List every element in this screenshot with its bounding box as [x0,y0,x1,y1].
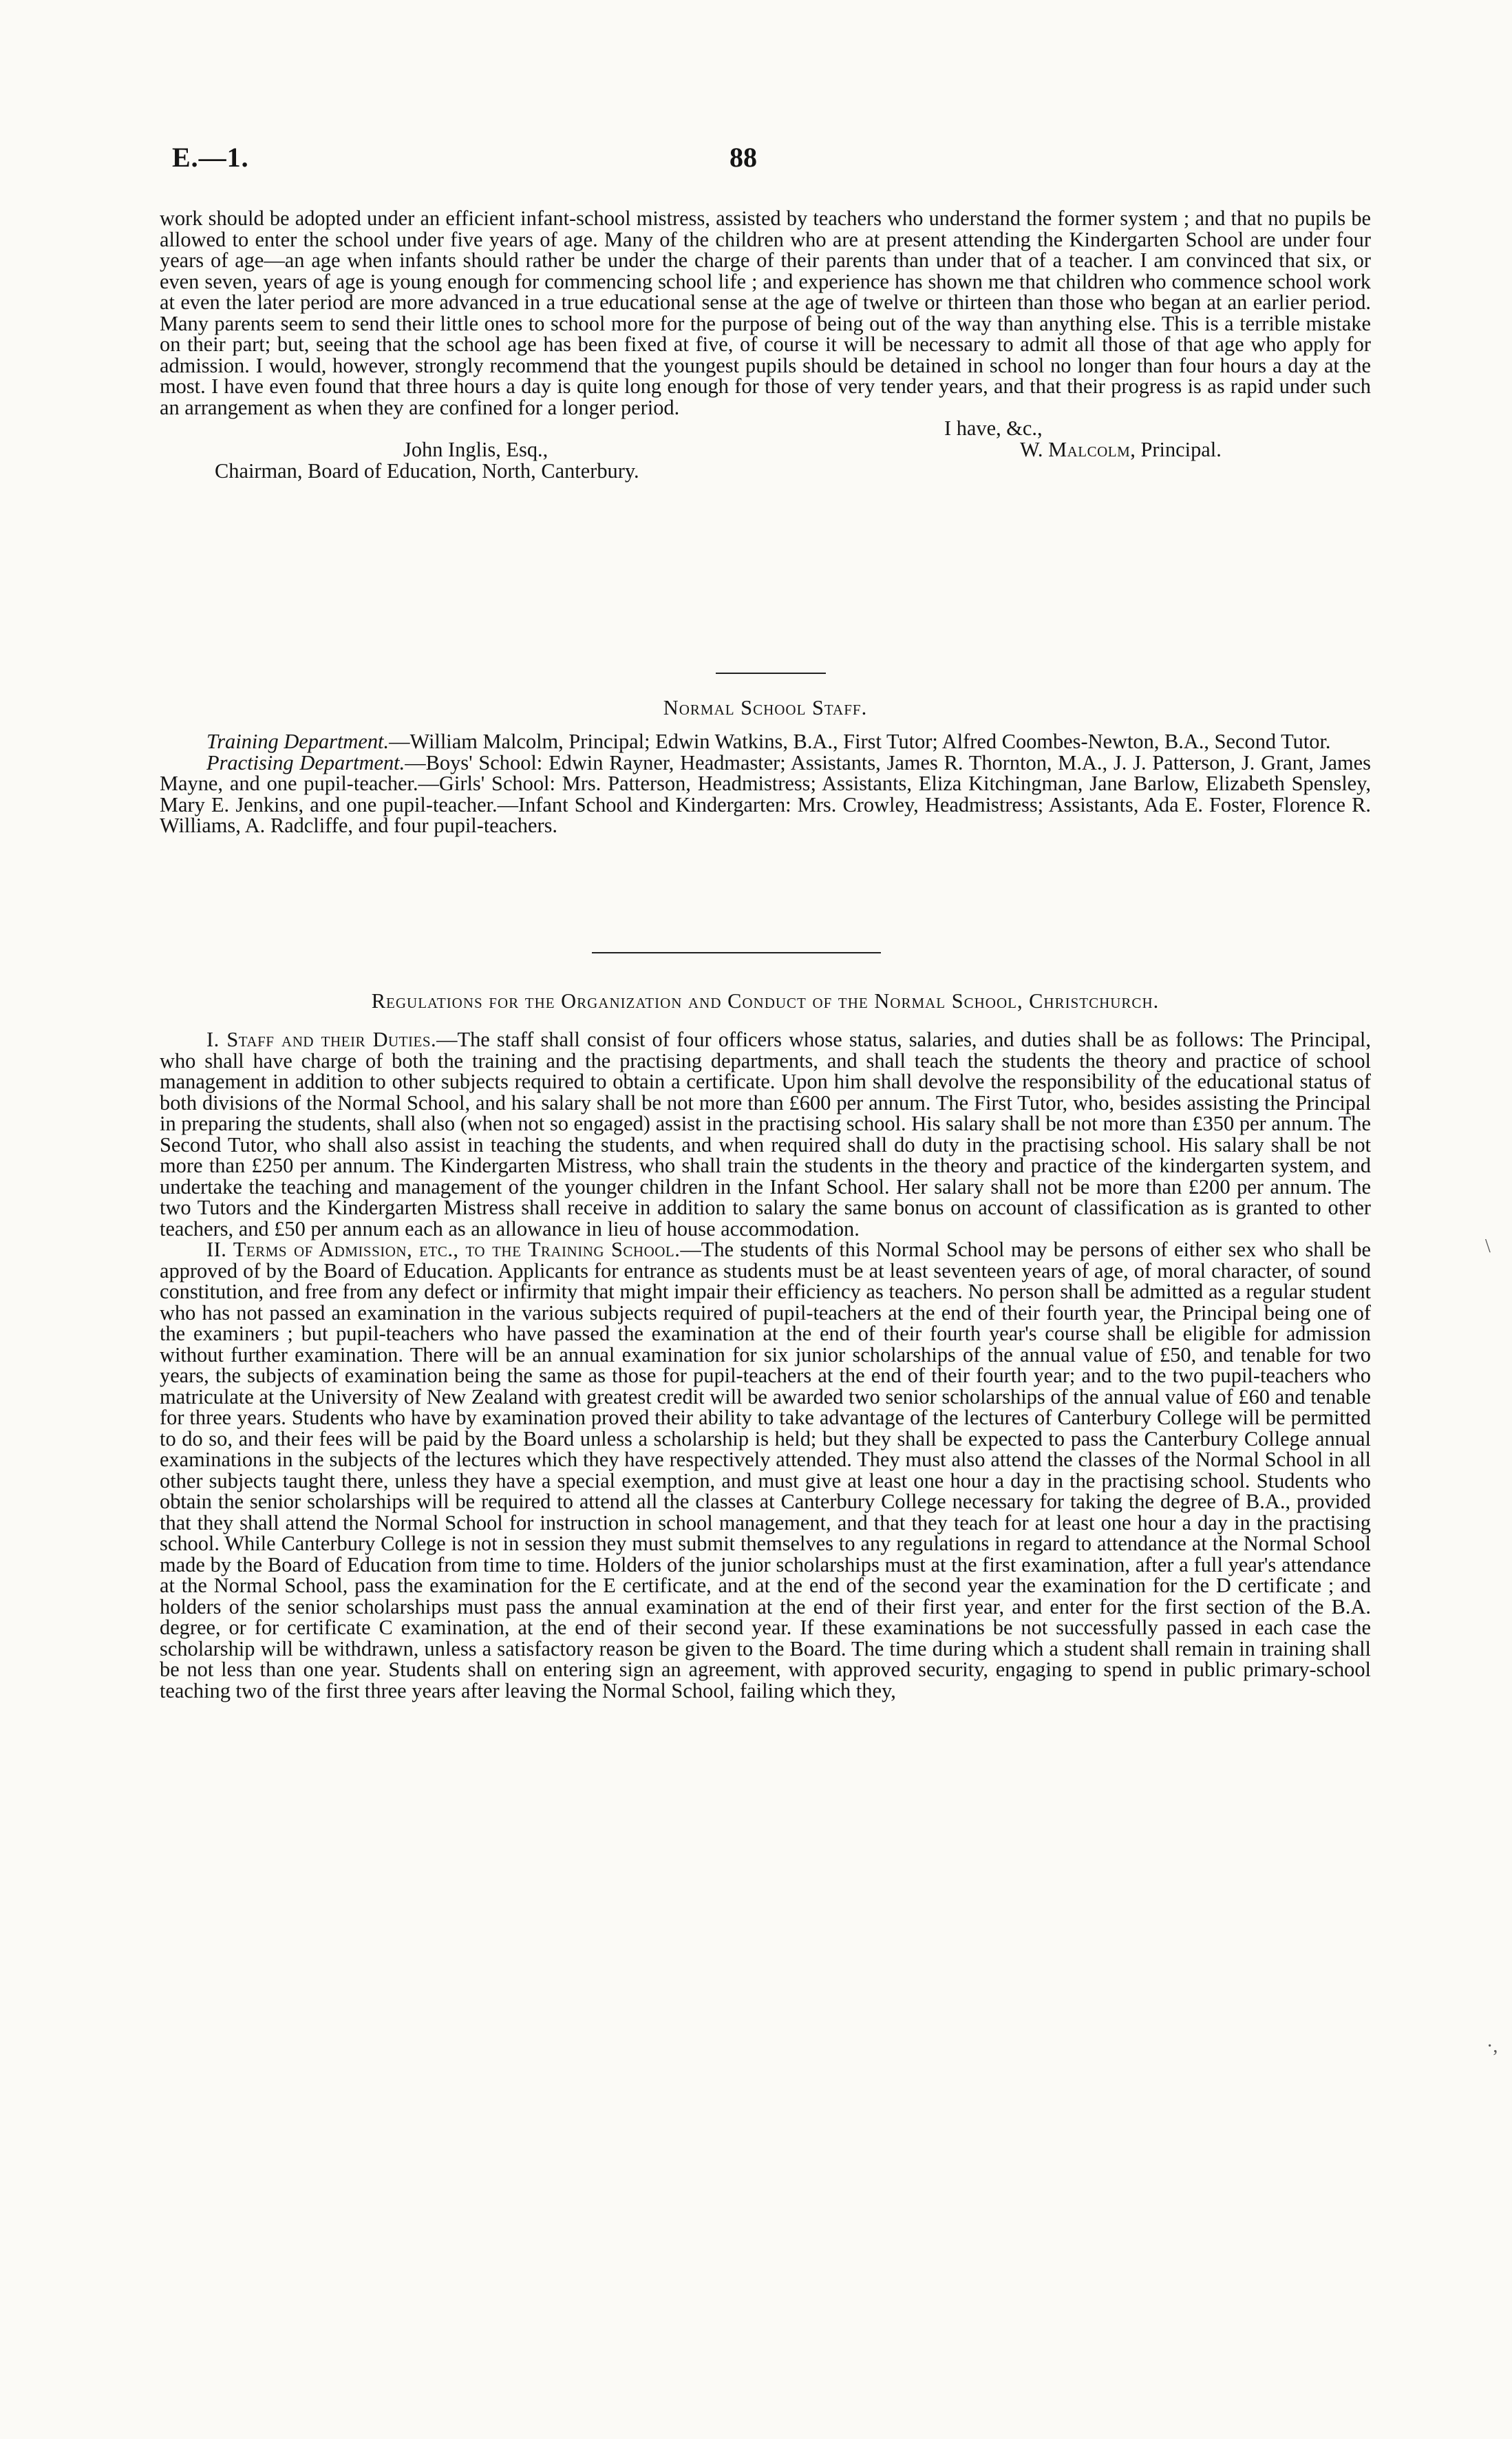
section-1-text: —The staff shall consist of four officers whose status, salaries, and duties shall be as follows: The Principal, who shall have charge of both the training and the practising departments, and shall teach the students the theory and practice of school management in addition to other subjects required to obtain a certificate. Upon him shall devolve the responsibility of the educational status of both divisions of the Normal School, and his salary shall be not more than £600 per annum. The First Tutor, who, besides assisting the Principal in preparing the students, shall also (when not so engaged) assist in the practising school. His salary shall be not more than £350 per annum. The Second Tutor, who shall also assist in teaching the students, and when required shall do duty in the practising school. His salary shall be not more than £250 per annum. The Kindergarten Mistress, who shall train the students in the theory and practice of the kindergarten system, and undertake the teaching and management of the younger children in the Infant School. Her salary shall not be more than £200 per annum. The two Tutors and the Kindergarten Mistress shall receive in addition to salary the same bonus on account of classification as is granted to other teachers, and £50 per annum each as an allowance in lieu of house accommodation. [160,1028,1371,1240]
closing-row [160,418,1371,439]
staff-heading: Normal School Staff. [663,696,868,719]
series-code: E.—1. [172,142,249,173]
margin-mark-upper: \ [1485,1236,1491,1257]
signatory-initial: W. [1020,438,1049,461]
training-label: Training Department. [206,730,390,753]
regulations-section [160,1029,1371,1701]
training-text: —William Malcolm, Principal; Edwin Watkins, B.A., First Tutor; Alfred Coombes-Newton, B.A., Second Tutor. [389,730,1331,753]
page-number: 88 [730,142,757,173]
training-department [160,731,1371,752]
section-2-text: —The students of this Normal School may be persons of either sex who shall be approved of by the Board of Education. Applicants for entrance as students must be at least seventeen years of age, of moral character, of sound constitution, and free from any defect or infirmity that might impair their efficiency as teachers. No person shall be admitted as a regular student who has not passed an examination in the various subjects required of pupil-teachers at the end of their fourth year, the Principal being one of the examiners ; but pupil-teachers who have passed the examination at the end of their fourth year's course shall be eligible for admission without further examination. There will be an annual examination for six junior scholarships of the annual value of £50, and tenable for two years, the subjects of examination being the same as those for pupil-teachers at the end of their fourth year; and to the two pupil-teachers who matriculate at the University of New Zealand with greatest credit will be awarded two senior scholarships of the annual value of £60 and tenable for three years. Students who have by examination proved their ability to take advantage of the lectures of Canterbury College will be permitted to do so, and their fees will be paid by the Board unless a scholarship is held; but they shall be expected to pass the Canterbury College annual examinations in the subjects of the lectures which they have respectively attended. They must also attend the classes of the Normal School in all other subjects taught there, unless they have a special exemption, and must give at least one hour a day in the practising school. Students who obtain the senior scholarships will be required to attend all the classes at Canterbury College necessary for taking the degree of B.A., provided that they shall attend the Normal School for instruction in school management, and that they teach for at least one hour a day in the practising school. While Canterbury College is not in session they must submit themselves to any regulations in regard to attendance at the Normal School made by the Board of Education from time to time. Holders of the junior scholarships must at the first examination, after a full year's attendance at the Normal School, pass the examination for the E certificate, and at the end of the second year the examination for the D certificate ; and holders of the senior scholarships must pass the annual examination at the end of their first year, and enter for the first section of the B.A. degree, or for certificate C examination, at the end of their second year. If these examinations be not successfully passed in each case the scholarship will be withdrawn, unless a satisfactory reason be given to the Board. The time during which a student shall remain in training shall be not less than one year. Students shall on entering sign an agreement, with approved security, engaging to spend in public primary-school teaching two of the first three years after leaving the Normal School, failing which they, [160,1238,1372,1702]
addressee-name: John Inglis, Esq., [403,438,549,461]
section-divider-long [592,952,881,953]
margin-mark-lower: ·, [1487,2036,1498,2057]
addressee-title: Chairman, Board of Education, North, Canterbury. [215,459,639,483]
practising-text: —Boys' School: Edwin Rayner, Headmaster; Assistants, James R. Thornton, M.A., J. J. Patterson, J. Grant, James Mayne, and one pupil-teacher.—Girls' School: Mrs. Patterson, Headmistress; Assistants, Eliza Kitchingman, Jane Barlow, Elizabeth Spensley, Mary E. Jenkins, and one pupil-teacher.—Infant School and Kindergarten: Mrs. Crowley, Headmistress; Assistants, Ada E. Foster, Florence R. Williams, A. Radcliffe, and four pupil-teachers. [160,750,1371,837]
letter-body: work should be adopted under an efficient infant-school mistress, assisted by teachers who understand the former system ; and that no pupils be allowed to enter the school under five years of age. Many of the children who are at present attending the Kindergarten School are under four years of age—an age when infants should rather be under the charge of their parents than under that of a teacher. I am convinced that six, or even seven, years of age is young enough for commencing school life ; and experience has shown me that children who commence school work at even the later period are more advanced in a true educational sense at the age of twelve or thirteen than those who began at an earlier period. Many parents seem to send their little ones to school more for the purpose of being out of the way than anything else. This is a terrible mistake on their part; but, seeing that the school age has been fixed at five, of course it will be necessary to admit all those of that age who apply for admission. I would, however, strongly recommend that the youngest pupils should be detained in school no longer than four hours a day at the most. I have even found that three hours a day is quite long enough for those of very tender years, and that their progress is as rapid under such an arrangement as when they are confined for a longer period. [160,207,1371,419]
signature-row [160,439,1371,461]
signatory-title: , Principal. [1130,438,1222,461]
signatory-name: Malcolm [1048,438,1131,461]
section-1-label: I. Staff and their Duties. [206,1028,437,1051]
letter-section [160,208,1371,482]
practising-department [160,752,1371,836]
regulations-heading: Regulations for the Organization and Conduct of the Normal School, Christchurch. [371,989,1160,1013]
letter-closing: I have, &c., [944,416,1043,440]
regulation-section-2 [160,1239,1371,1701]
staff-section [160,731,1371,836]
signatory [1020,439,1222,461]
practising-label: Practising Department. [206,750,405,774]
section-2-label: II. Terms of Admission, etc., to the Training School. [206,1238,681,1261]
regulation-section-1 [160,1029,1371,1239]
section-divider [716,673,826,674]
